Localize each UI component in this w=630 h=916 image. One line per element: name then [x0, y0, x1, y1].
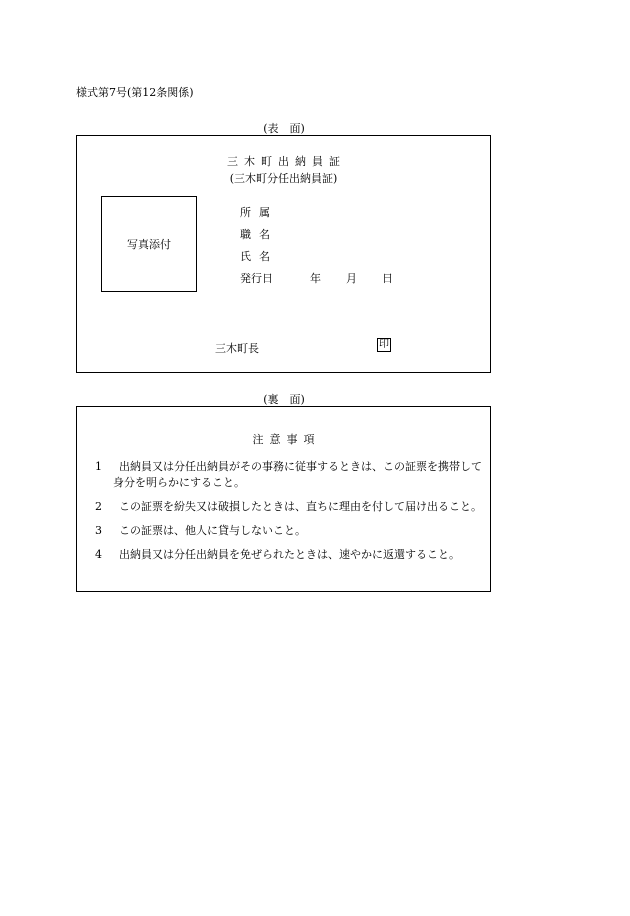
list-item — [91, 547, 483, 563]
note-number: 1 — [95, 460, 102, 473]
field-label-position: 職名 — [240, 228, 270, 241]
photo-box-label: 写真添付 — [127, 238, 171, 251]
front-side-label: (表 面) — [263, 122, 305, 135]
id-card-front — [76, 135, 491, 373]
date-unit-day: 日 — [382, 272, 393, 285]
field-issue-date — [240, 270, 273, 286]
note-number: 3 — [95, 524, 102, 537]
note-text: この証票を紛失又は破損したときは、直ちに理由を付して届け出ること。 — [119, 500, 482, 513]
id-card-back — [76, 406, 491, 592]
note-text: この証票は、他人に貸与しないこと。 — [119, 524, 306, 537]
field-name — [240, 248, 270, 264]
field-label-name: 氏名 — [240, 250, 270, 263]
list-item — [91, 523, 483, 539]
card-title: 三木町出納員証 — [227, 155, 346, 168]
seal-mark: 印 — [379, 339, 389, 350]
field-affiliation — [240, 204, 270, 220]
note-text: 出納員又は分任出納員がその事務に従事するときは、この証票を携帯して身分を明らかにすること。 — [113, 460, 482, 489]
list-item — [91, 459, 483, 491]
note-text: 出納員又は分任出納員を免ぜられたときは、速やかに返還すること。 — [119, 548, 460, 561]
date-unit-year: 年 — [310, 272, 321, 285]
issuer-name: 三木町長 — [215, 342, 259, 355]
back-side-label: (裏 面) — [263, 393, 305, 406]
list-item — [91, 499, 483, 515]
date-unit-month: 月 — [346, 272, 357, 285]
note-number: 2 — [95, 500, 102, 513]
notes-title: 注意事項 — [252, 433, 321, 446]
note-number: 4 — [95, 548, 102, 561]
field-label-issue-date: 発行日 — [240, 272, 273, 285]
form-heading: 様式第7号(第12条関係) — [76, 86, 194, 99]
card-subtitle: (三木町分任出納員証) — [229, 172, 338, 185]
notes-list — [91, 459, 483, 571]
photo-box — [101, 196, 197, 292]
field-position — [240, 226, 270, 242]
field-label-affiliation: 所属 — [240, 206, 270, 219]
